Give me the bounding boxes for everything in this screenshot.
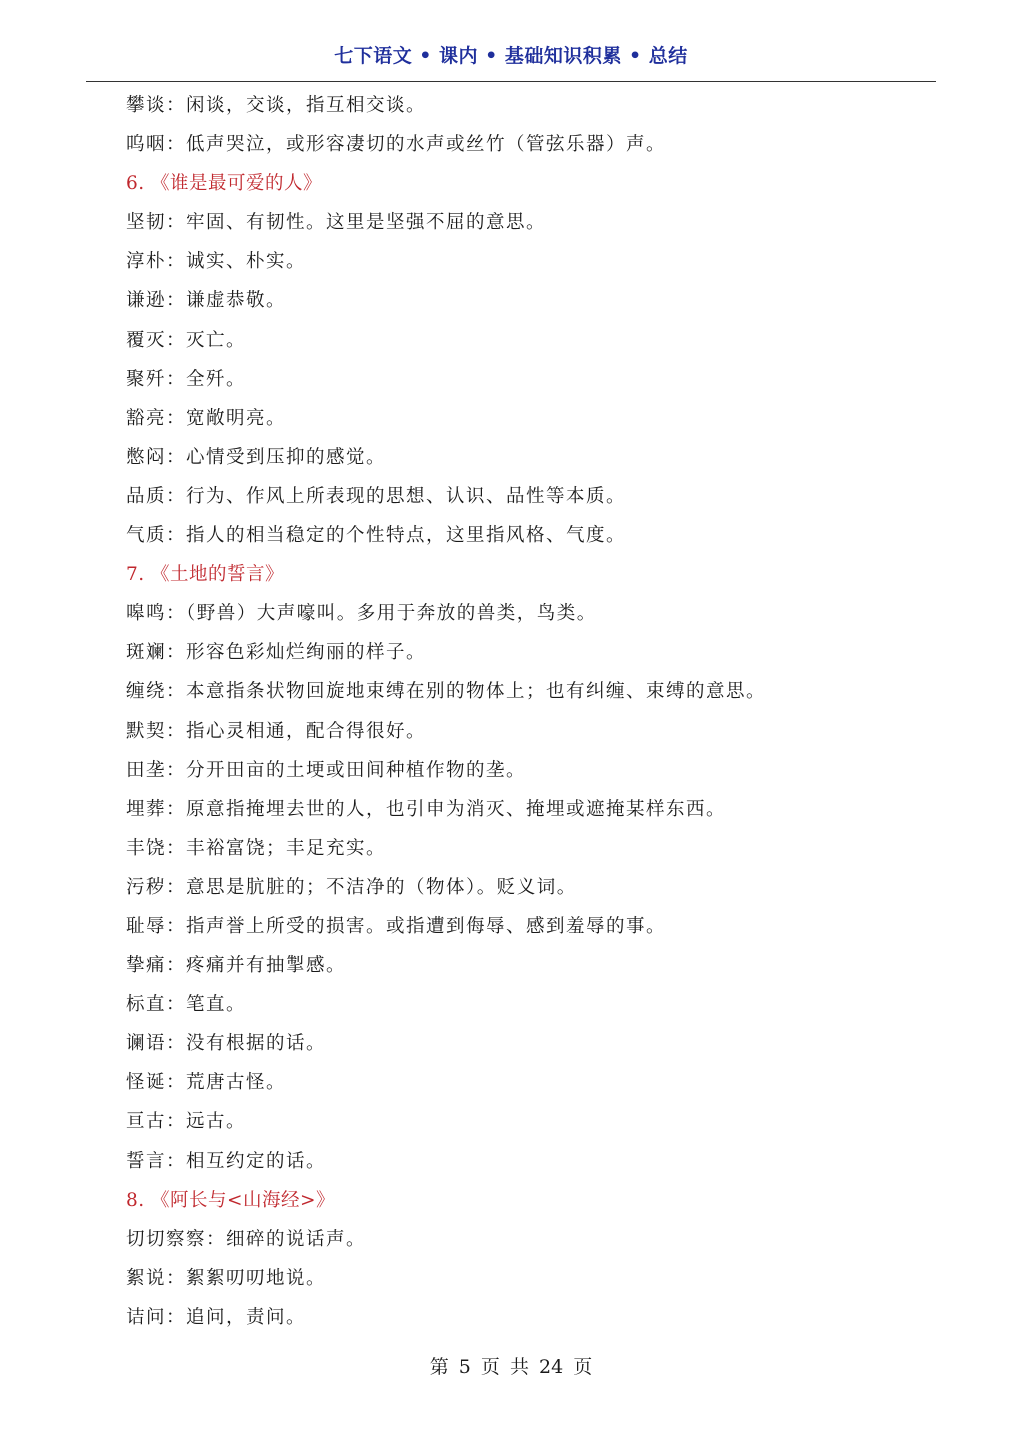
section-heading: 8. 《阿长与<山海经>》	[126, 1189, 336, 1211]
vocab-entry: 憋闷：心情受到压抑的感觉。	[126, 446, 387, 468]
vocab-entry: 覆灭：灭亡。	[126, 329, 247, 351]
document-body	[126, 86, 926, 1337]
section-heading: 7. 《土地的誓言》	[126, 564, 285, 586]
vocab-entry: 默契：指心灵相通，配合得很好。	[126, 720, 427, 742]
vocab-entry: 攀谈：闲谈，交谈，指互相交谈。	[126, 95, 427, 116]
vocab-entry: 田垄：分开田亩的土埂或田间种植作物的垄。	[126, 759, 527, 781]
vocab-entry: 丰饶：丰裕富饶；丰足充实。	[126, 837, 387, 859]
vocab-entry: 誓言：相互约定的话。	[126, 1150, 327, 1172]
vocab-entry: 耻辱：指声誉上所受的损害。或指遭到侮辱、感到羞辱的事。	[126, 915, 667, 937]
vocab-entry: 呜咽：低声哭泣，或形容凄切的水声或丝竹（管弦乐器）声。	[126, 134, 667, 156]
vocab-entry: 亘古：远古。	[126, 1111, 247, 1133]
vocab-entry: 怪诞：荒唐古怪。	[126, 1072, 287, 1094]
section-heading: 6. 《谁是最可爱的人》	[126, 173, 323, 195]
page-header	[86, 0, 936, 82]
vocab-entry: 挚痛：疼痛并有抽掣感。	[126, 955, 347, 977]
vocab-entry: 谦逊：谦虚恭敬。	[126, 290, 287, 312]
vocab-entry: 絮说：絮絮叨叨地说。	[126, 1267, 327, 1289]
vocab-entry: 切切察察：细碎的说话声。	[126, 1228, 367, 1250]
vocab-entry: 嗥鸣：（野兽）大声嚎叫。多用于奔放的兽类，鸟类。	[126, 603, 597, 625]
vocab-entry: 污秽：意思是肮脏的；不洁净的（物体）。贬义词。	[126, 876, 577, 898]
vocab-entry: 品质：行为、作风上所表现的思想、认识、品性等本质。	[126, 485, 627, 507]
vocab-entry: 谰语：没有根据的话。	[126, 1033, 327, 1055]
vocab-entry: 缠绕：本意指条状物回旋地束缚在别的物体上；也有纠缠、束缚的意思。	[126, 681, 767, 703]
vocab-entry: 诘问：追问，责问。	[126, 1306, 307, 1328]
vocab-entry: 标直：笔直。	[126, 994, 247, 1016]
vocab-entry: 聚歼：全歼。	[126, 368, 247, 390]
header-title: 七下语文 • 课内 • 基础知识积累 • 总结	[334, 45, 688, 67]
vocab-entry: 坚韧：牢固、有韧性。这里是坚强不屈的意思。	[126, 212, 547, 234]
vocab-entry: 豁亮：宽敞明亮。	[126, 407, 287, 429]
vocab-entry: 埋葬：原意指掩埋去世的人，也引申为消灭、掩埋或遮掩某样东西。	[126, 798, 727, 820]
page-number: 第 5 页 共 24 页	[429, 1356, 593, 1378]
vocab-entry: 斑斓：形容色彩灿烂绚丽的样子。	[126, 642, 427, 664]
vocab-entry: 淳朴：诚实、朴实。	[126, 251, 307, 273]
vocab-entry: 气质：指人的相当稳定的个性特点，这里指风格、气度。	[126, 525, 627, 547]
